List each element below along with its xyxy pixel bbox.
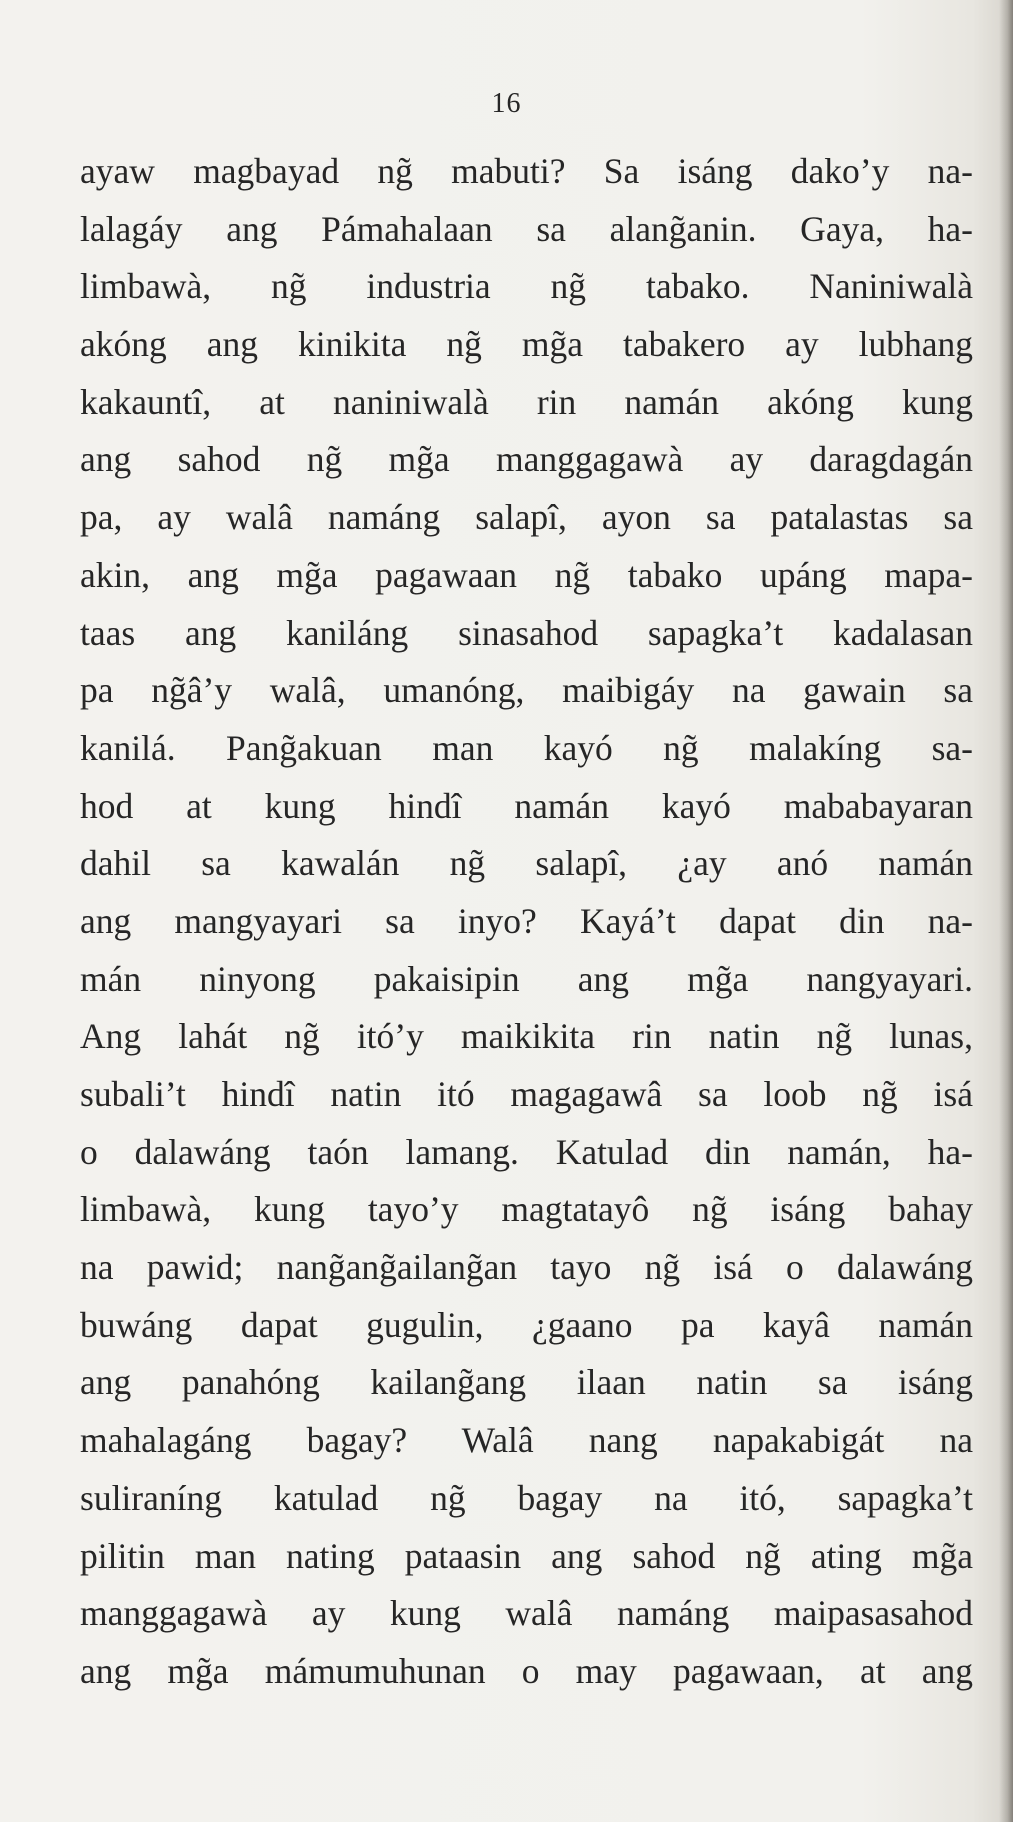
body-text (80, 148, 973, 1706)
text-line: limbawà, ng̃ industria ng̃ tabako. Naniniwalà (80, 266, 973, 307)
text-line: o dalawáng taón lamang. Katulad din namán, ha- (80, 1131, 973, 1172)
text-line: mahalagáng bagay? Walâ nang napakabigát na (80, 1420, 973, 1461)
page-number: 16 (491, 88, 522, 119)
text-line: limbawà, kung tayo’y magtatayô ng̃ isáng bahay (80, 1189, 973, 1230)
text-line: ang mangyayari sa inyo? Kayá’t dapat din na- (80, 900, 973, 941)
text-line: taas ang kaniláng sinasahod sapagka’t kadalasan (80, 612, 973, 653)
text-line: hod at kung hindî namán kayó mababayaran (80, 785, 973, 826)
text-line: pa ng̃â’y walâ, umanóng, maibigáy na gawain sa (80, 670, 973, 711)
text-line: Ang lahát ng̃ itó’y maikikita rin natin ng̃ lunas, (80, 1016, 973, 1057)
text-line: ang sahod ng̃ mg̃a manggagawà ay daragdagán (80, 439, 973, 480)
text-line: dahil sa kawalán ng̃ salapî, ¿ay anó namán (80, 843, 973, 884)
text-line: lalagáy ang Pámahalaan sa alang̃anin. Gaya, ha- (80, 208, 973, 249)
text-line: akin, ang mg̃a pagawaan ng̃ tabako upáng mapa- (80, 554, 973, 595)
text-line: pilitin man nating pataasin ang sahod ng̃ ating mg̃a (80, 1535, 973, 1576)
text-line: subali’t hindî natin itó magagawâ sa loob ng̃ isá (80, 1074, 973, 1114)
text-line: kanilá. Pang̃akuan man kayó ng̃ malakíng sa- (80, 727, 973, 768)
text-line: na pawid; nang̃ang̃ailang̃an tayo ng̃ isá o dalawáng (80, 1247, 973, 1288)
text-line: akóng ang kinikita ng̃ mg̃a tabakero ay lubhang (80, 324, 973, 365)
text-line: pa, ay walâ namáng salapî, ayon sa patalastas sa (80, 497, 973, 538)
text-line: ang mg̃a mámumuhunan o may pagawaan, at ang (80, 1650, 973, 1691)
text-line: ayaw magbayad ng̃ mabuti? Sa isáng dako’y na- (80, 151, 973, 191)
text-line: buwáng dapat gugulin, ¿gaano pa kayâ namán (80, 1304, 973, 1345)
text-line: ang panahóng kailang̃ang ilaan natin sa isáng (80, 1362, 973, 1403)
page-edge-shadow (999, 0, 1013, 1822)
text-line: suliraníng katulad ng̃ bagay na itó, sapagka’t (80, 1477, 973, 1518)
text-line: mán ninyong pakaisipin ang mg̃a nangyayari. (80, 958, 973, 999)
text-line: manggagawà ay kung walâ namáng maipasasahod (80, 1593, 973, 1634)
text-line: kakauntî, at naniniwalà rin namán akóng kung (80, 381, 973, 422)
